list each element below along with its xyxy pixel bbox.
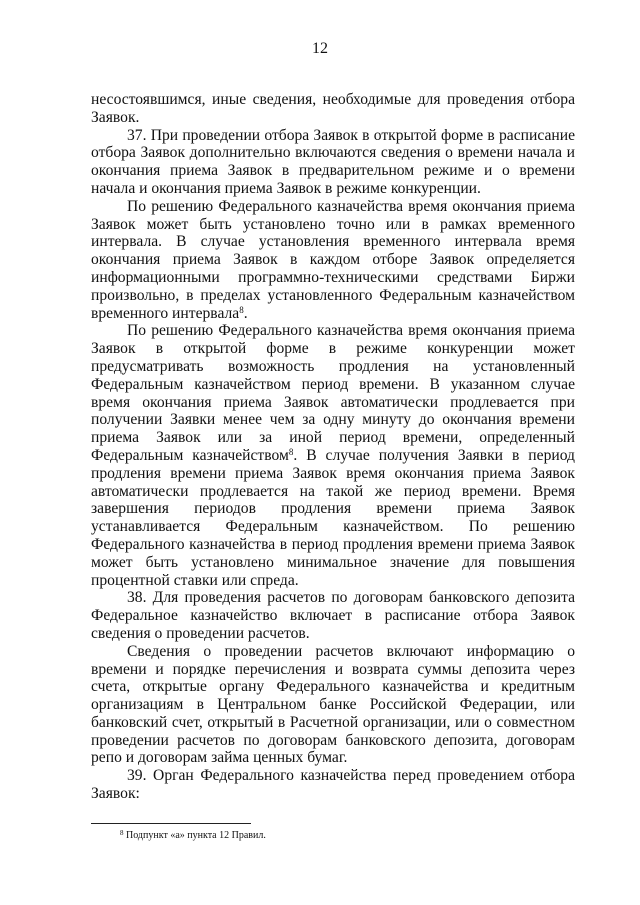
footnote	[120, 830, 266, 842]
paragraph-continuation	[91, 91, 575, 127]
paragraph-text: 39. Орган Федерального казначейства перед проведением отбора Заявок:	[91, 767, 575, 803]
paragraph-clause-38	[91, 589, 575, 642]
footnote-divider	[91, 823, 251, 824]
paragraph-clause-39	[91, 767, 575, 803]
paragraph-extension-period	[91, 322, 575, 589]
paragraph-text: 37. При проведении отбора Заявок в открытой форме в расписание отбора Заявок дополнительно включаются сведения о времени начала и окончания приема Заявок в предварительном режиме и о времени начала и окончания приема Заявок в режиме конкуренции.	[91, 126, 575, 197]
paragraph-tail: .	[243, 304, 248, 322]
paragraph-time-interval	[91, 198, 575, 323]
footnote-reference: 8	[239, 304, 244, 315]
footnote-mark: 8	[120, 829, 124, 837]
paragraph-text: По решению Федерального казначейства время окончания приема Заявок в открытой форме в режиме конкуренции может предусматривать возможность продления на установленный Федеральным казначейством период времени. В указанном случае время окончания приема Заявок автоматически продлевается при получении Заявки менее чем за одну минуту до окончания времени приема Заявок или за иной период времени, определенный Федеральным казначейством	[91, 322, 575, 464]
paragraph-clause-37	[91, 127, 575, 198]
paragraph-text: По решению Федерального казначейства время окончания приема Заявок может быть установлено точно или в рамках временного интервала. В случае установления временного интервала время окончания приема Заявок в каждом отборе Заявок определяется информационными программно-техническими средствами Биржи произвольно, в пределах установленного Федеральным казначейством временного интервала	[91, 197, 575, 322]
footnote-text: Подпункт «а» пункта 12 Правил.	[126, 830, 266, 841]
page-number: 12	[312, 40, 328, 57]
paragraph-text: Сведения о проведении расчетов включают информацию о времени и порядке перечисления и возврата суммы депозита через счета, открытые органу Федерального казначейства и кредитным организациям в Центральном банке Российской Федерации, или банковский счет, открытый в Расчетной организации, или о совместном проведении расчетов по договорам банковского депозита, договорам репо и договорам займа ценных бумаг.	[91, 642, 575, 767]
paragraph-text: 38. Для проведения расчетов по договорам банковского депозита Федеральное казначейство включает в расписание отбора Заявок сведения о проведении расчетов.	[91, 589, 575, 642]
paragraph-tail: . В случае получения Заявки в период продления времени приема Заявок время окончания приема Заявок автоматически продлевается на такой же период времени. Время завершения периодов продления времени приема Заявок устанавливается Федеральным казначейством. По решению Федерального казначейства в период продления времени приема Заявок может быть установлено минимальное значение для повышения процентной ставки или спреда.	[91, 446, 575, 589]
document-body	[91, 91, 575, 803]
paragraph-text: несостоявшимся, иные сведения, необходимые для проведения отбора Заявок.	[91, 91, 575, 126]
paragraph-settlement-info	[91, 643, 575, 768]
footnote-reference: 8	[288, 446, 294, 457]
